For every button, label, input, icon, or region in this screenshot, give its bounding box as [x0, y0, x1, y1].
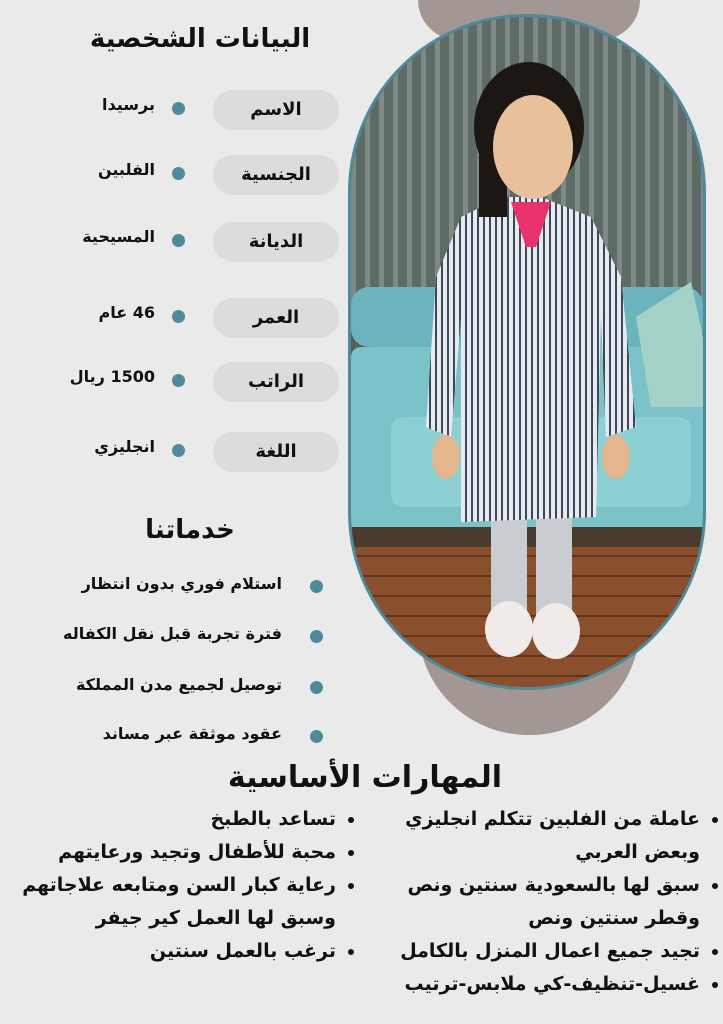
- field-label-pill: العمر: [213, 298, 339, 338]
- field-value: 46 عام: [98, 303, 155, 322]
- skill-item: • عاملة من الفلبين تتكلم انجليزي وبعض العربي: [350, 803, 700, 869]
- field-label-pill: الديانة: [213, 222, 339, 262]
- field-label-pill: اللغة: [213, 432, 339, 472]
- service-item: توصيل لجميع مدن المملكة: [75, 675, 282, 694]
- bullet-dot: [172, 374, 185, 387]
- field-value: المسيحية: [82, 227, 155, 246]
- skill-item: • ترغب بالعمل سنتين: [4, 935, 336, 968]
- skill-item: • رعاية كبار السن ومتابعه علاجاتهم وسبق لها العمل كير جيفر: [4, 869, 336, 935]
- bullet-dot: [172, 234, 185, 247]
- bullet-dot: [172, 102, 185, 115]
- bullet-dot: [310, 630, 323, 643]
- field-value: 1500 ريال: [69, 367, 155, 386]
- field-label-pill: الجنسية: [213, 155, 339, 195]
- field-value: الفلبين: [98, 160, 155, 179]
- personal-data-title: البيانات الشخصية: [89, 24, 311, 54]
- skill-item: • محبة للأطفال وتجيد ورعايتهم: [4, 836, 336, 869]
- skills-right-column: [350, 803, 720, 1001]
- service-item: استلام فوري بدون انتظار: [81, 574, 282, 593]
- bullet-dot: [172, 310, 185, 323]
- services-title: خدماتنا: [145, 515, 235, 545]
- worker-photo: [348, 14, 706, 690]
- field-label-pill: الراتب: [213, 362, 339, 402]
- service-item: فترة تجربة قبل نقل الكفاله: [62, 624, 282, 643]
- field-value: برسيدا: [102, 95, 155, 114]
- skill-item: • سبق لها بالسعودية سنتين ونص وقطر سنتين ونص: [350, 869, 700, 935]
- bullet-dot: [172, 167, 185, 180]
- bullet-dot: [310, 730, 323, 743]
- skills-left-column: [4, 803, 356, 968]
- bullet-dot: [172, 444, 185, 457]
- worker-photo-illustration: [351, 17, 703, 687]
- service-item: عقود موثقة عبر مساند: [102, 724, 282, 743]
- skill-item: • غسيل-تنظيف-كي ملابس-ترتيب: [350, 968, 700, 1001]
- bullet-dot: [310, 681, 323, 694]
- skill-item: • تجيد جميع اعمال المنزل بالكامل: [350, 935, 700, 968]
- skills-title: المهارات الأساسية: [227, 760, 503, 795]
- bullet-dot: [310, 580, 323, 593]
- field-label-pill: الاسم: [213, 90, 339, 130]
- field-value: انجليزي: [94, 437, 155, 456]
- skill-item: • تساعد بالطبخ: [4, 803, 336, 836]
